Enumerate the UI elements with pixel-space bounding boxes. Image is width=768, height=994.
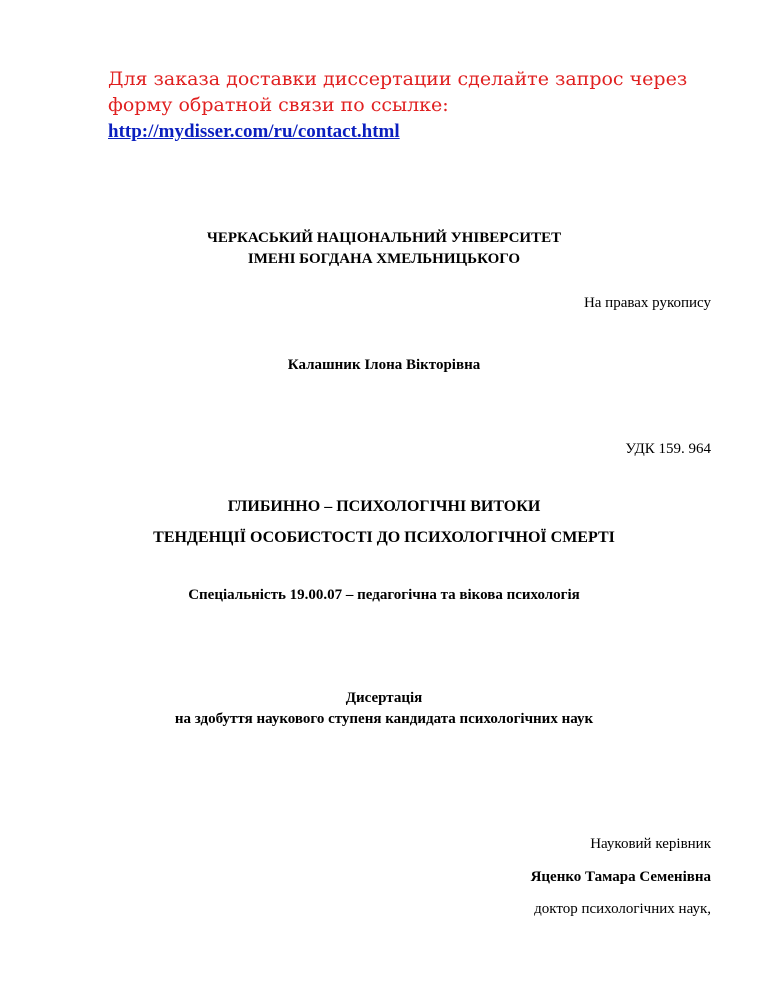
university-name-line-1: ЧЕРКАСЬКИЙ НАЦІОНАЛЬНИЙ УНІВЕРСИТЕТ [206,230,562,246]
dissertation-title-line-2: ТЕНДЕНЦІЇ ОСОБИСТОСТІ ДО ПСИХОЛОГІЧНОЇ СМЕРТІ [153,529,615,546]
supervisor-degree: доктор психологічних наук, [534,901,711,917]
dissertation-purpose: на здобуття наукового ступеня кандидата психологічних наук [174,711,594,727]
udc-code: УДК 159. 964 [625,441,711,457]
contact-link[interactable]: http://mydisser.com/ru/contact.html [108,121,400,142]
supervisor-name: Яценко Тамара Семенівна [530,869,711,885]
dissertation-heading: Дисертація [345,690,423,706]
specialty: Спеціальність 19.00.07 – педагогічна та вікова психологія [188,587,580,603]
order-notice [108,66,728,145]
notice-line-1: Для заказа доставки диссертации сделайте запрос через [108,68,688,90]
author-name: Калашник Ілона Вікторівна [287,357,481,373]
university-name-line-2: ІМЕНІ БОГДАНА ХМЕЛЬНИЦЬКОГО [247,251,521,267]
supervisor-label: Науковий керівник [590,836,711,852]
manuscript-rights: На правах рукопису [583,295,711,311]
dissertation-title-line-1: ГЛИБИННО – ПСИХОЛОГІЧНІ ВИТОКИ [227,498,541,515]
notice-line-2: форму обратной связи по ссылке: [108,94,449,116]
